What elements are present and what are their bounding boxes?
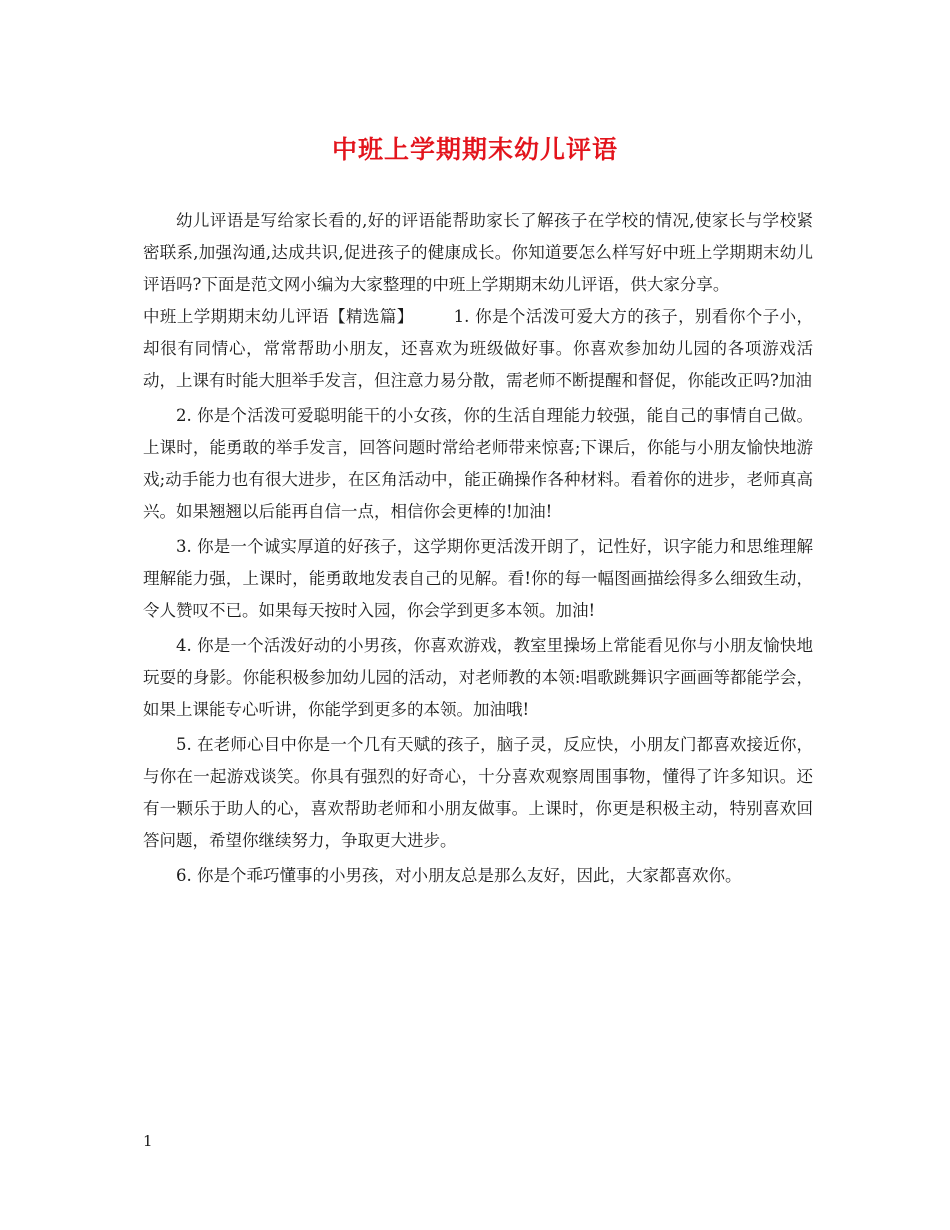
intro-paragraph: 幼儿评语是写给家长看的,好的评语能帮助家长了解孩子在学校的情况,使家长与学校紧密联系,加强沟通,达成共识,促进孩子的健康成长。你知道要怎么样写好中班上学期期末幼儿评语吗?下面是范文网小编为大家整理的中班上学期期末幼儿评语，供大家分享。 [143, 211, 813, 294]
document-title: 中班上学期期末幼儿评语 [331, 135, 618, 164]
comment-item-2: 2. 你是个活泼可爱聪明能干的小女孩，你的生活自理能力较强，能自己的事情自己做。上课时，能勇敢的举手发言，回答问题时常给老师带来惊喜;下课后，你能与小朋友愉快地游戏;动手能力也有很大进步，在区角活动中，能正确操作各种材料。看着你的进步，老师真高兴。如果翘翘以后能再自信一点，相信你会更棒的!加油! [143, 406, 813, 521]
comment-item-4: 4. 你是一个活泼好动的小男孩，你喜欢游戏，教室里操场上常能看见你与小朋友愉快地玩耍的身影。你能积极参加幼儿园的活动，对老师教的本领:唱歌跳舞识字画画等都能学会，如果上课能专心听讲，你能学到更多的本领。加油哦! [143, 636, 813, 719]
comment-item-1: 1. 你是个活泼可爱大方的孩子，别看你个子小，却很有同情心，常常帮助小朋友，还喜欢为班级做好事。你喜欢参加幼儿园的各项游戏活动，上课有时能大胆举手发言，但注意力易分散，需老师不断提醒和督促，你能改正吗?加油 [143, 307, 813, 390]
section-paragraph [143, 301, 813, 397]
comment-item-6: 6. 你是个乖巧懂事的小男孩，对小朋友总是那么友好，因此，大家都喜欢你。 [176, 866, 742, 885]
comment-item-5: 5. 在老师心目中你是一个几有天赋的孩子，脑子灵，反应快，小朋友门都喜欢接近你，与你在一起游戏谈笑。你具有强烈的好奇心，十分喜欢观察周围事物，懂得了许多知识。还有一颗乐于助人的心，喜欢帮助老师和小朋友做事。上课时，你更是积极主动，特别喜欢回答问题，希望你继续努力，争取更大进步。 [143, 735, 813, 850]
section-label: 中班上学期期末幼儿评语【精选篇】 [143, 307, 414, 326]
document-body [143, 205, 813, 892]
page-number: 1 [143, 1132, 153, 1150]
comment-item-3: 3. 你是一个诚实厚道的好孩子，这学期你更活泼开朗了，记性好，识字能力和思维理解理解能力强，上课时，能勇敢地发表自己的见解。看!你的每一幅图画描绘得多么细致生动，令人赞叹不已。如果每天按时入园，你会学到更多本领。加油! [143, 537, 813, 620]
